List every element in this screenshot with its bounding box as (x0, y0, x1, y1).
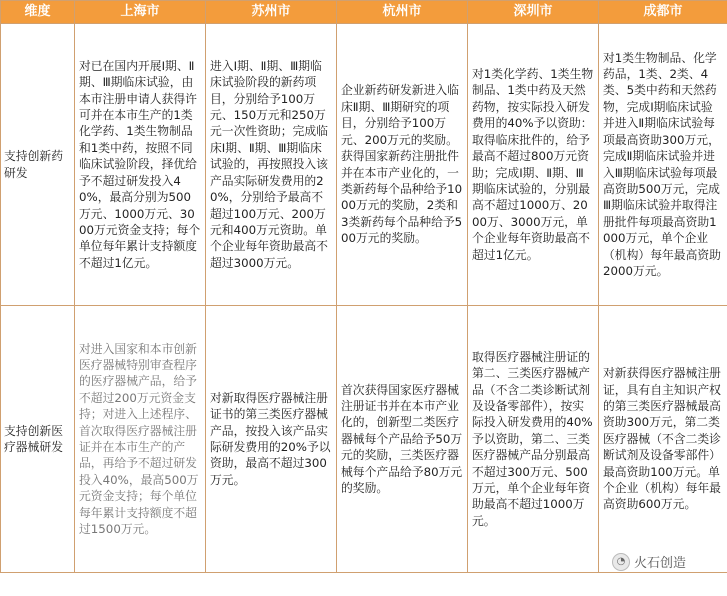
header-shanghai: 上海市 (75, 1, 206, 24)
header-hangzhou: 杭州市 (337, 1, 468, 24)
cell-shenzhen-drug: 对1类化学药、1类生物制品、1类中药及天然药物，按实际投入研发费用的40%予以资助：取得临床批件的，给予最高不超过800万元资助；完成Ⅰ期、Ⅱ期、Ⅲ期临床试验的，分别最高不超过1000万、2000万、3000万元，单个企业每年资助最高不超过1亿元。 (468, 24, 599, 306)
header-chengdu: 成都市 (599, 1, 727, 24)
watermark (612, 552, 686, 571)
watermark-text: 火石创造 (634, 556, 687, 571)
cell-chengdu-device: 对新获得医疗器械注册证，具有自主知识产权的第三类医疗器械最高资助300万元，第二类医疗器械（不含二类诊断试剂及设备零部件）最高资助100万元。单个企业（机构）每年最高资助600万元。 (599, 306, 727, 573)
header-shenzhen: 深圳市 (468, 1, 599, 24)
row-dimension-device: 支持创新医疗器械研发 (1, 306, 75, 573)
header-suzhou: 苏州市 (206, 1, 337, 24)
cell-suzhou-device: 对新取得医疗器械注册证书的第三类医疗器械产品，按投入该产品实际研发费用的20%予以资助，最高不超过300万元。 (206, 306, 337, 573)
cell-shenzhen-device: 取得医疗器械注册证的第二、三类医疗器械产品（不含二类诊断试剂及设备零部件），按实际投入研发费用的40%予以资助，第二、三类医疗器械产品分别最高不超过300万元、500万元，单个企业每年资助最高不超过1000万元。 (468, 306, 599, 573)
cell-shanghai-device: 对进入国家和本市创新医疗器械特别审查程序的医疗器械产品，给予不超过200万元资金支持；对进入上述程序、首次取得医疗器械注册证并在本市生产的产品，再给予不超过研发投入40%，最高500万元资金支持；每个单位每年累计支持额度不超过1500万元。 (75, 306, 206, 573)
header-row (1, 1, 727, 24)
header-dimension: 维度 (1, 1, 75, 24)
table-row (1, 306, 727, 573)
cell-hangzhou-drug: 企业新药研发新进入临床Ⅱ期、Ⅲ期研究的项目，分别给予100万元、200万元的奖励。获得国家新药注册批件并在本市产业化的，一类新药每个品种给予1000万元的奖励，2类和3类新药每个品种给予500万元的奖励。 (337, 24, 468, 306)
chat-bubble-icon: ◔ (612, 553, 630, 571)
row-dimension-drug: 支持创新药研发 (1, 24, 75, 306)
cell-hangzhou-device: 首次获得国家医疗器械注册证书并在本市产业化的，创新型二类医疗器械每个产品给予50万元的奖励，三类医疗器械每个产品给予80万元的奖励。 (337, 306, 468, 573)
cell-chengdu-drug: 对1类生物制品、化学药品，1类、2类、4类、5类中药和天然药物，完成Ⅰ期临床试验并进入Ⅱ期临床试验每项最高资助300万元，完成Ⅱ期临床试验并进入Ⅲ期临床试验每项最高资助500万元，完成Ⅲ期临床试验并取得注册批件每项最高资助1000万元，单个企业（机构）每年最高资助2000万元。 (599, 24, 727, 306)
cell-suzhou-drug: 进入Ⅰ期、Ⅱ期、Ⅲ期临床试验阶段的新药项目，分别给予100万元、150万元和250万元一次性资助；完成临床Ⅰ期、Ⅱ期、Ⅲ期临床试验的，再按照投入该产品实际研发费用的20%，分别给予最高不超过100万元、200万元和400万元资助。单个企业每年资助最高不超过3000万元。 (206, 24, 337, 306)
cell-shanghai-drug: 对已在国内开展Ⅰ期、Ⅱ期、Ⅲ期临床试验，由本市注册申请人获得许可并在本市生产的1类化学药、1类生物制品和1类中药，按照不同临床试验阶段，择优给予不超过研发投入40%，最高分别为500万元、1000万元、3000万元资金支持；每个单位每年累计支持额度不超过1亿元。 (75, 24, 206, 306)
table-row (1, 24, 727, 306)
